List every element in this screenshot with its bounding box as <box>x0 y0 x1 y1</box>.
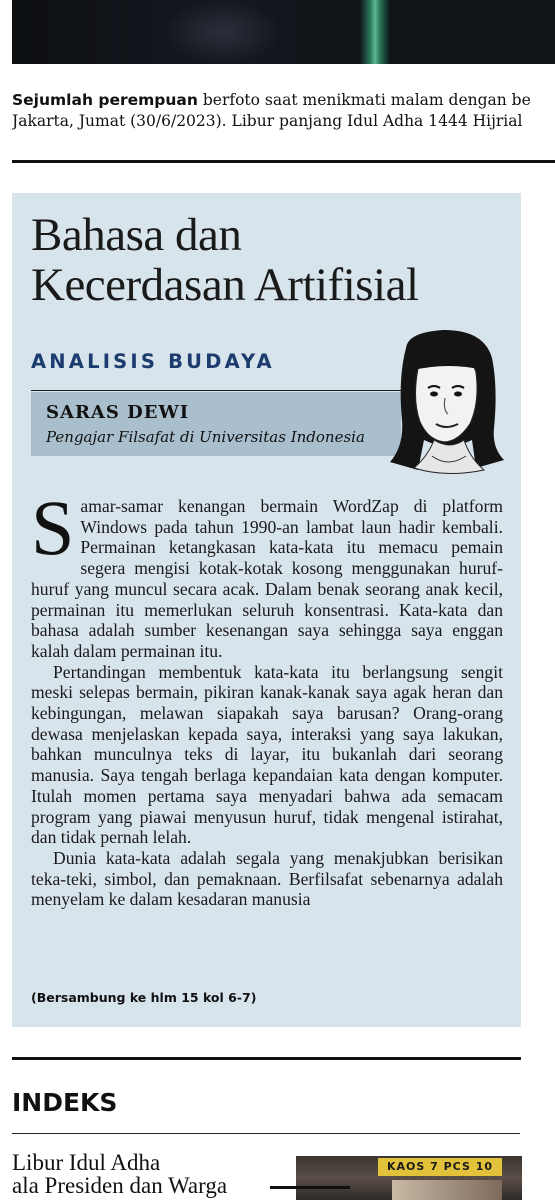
article-headline <box>31 210 511 310</box>
column-rubric: ANALISIS BUDAYA <box>31 350 275 373</box>
headline-line-2: Kecerdasan Artifisial <box>31 259 419 311</box>
photo-green-light <box>360 0 390 64</box>
photo-caption <box>12 90 555 132</box>
photo-stall <box>392 1180 502 1200</box>
photo-light-blur <box>162 0 282 64</box>
index-story-photo[interactable] <box>296 1156 522 1200</box>
article-body <box>31 484 503 910</box>
paragraph-3: Dunia kata-kata adalah segala yang menakjubkan berisikan teka-teki, simbol, dan pemaknaan. Berfilsafat sebenarnya adalah menyelam ke dalam kesadaran manusia <box>31 847 503 910</box>
index-story-line-1: Libur Idul Adha <box>12 1150 161 1175</box>
scroll-indicator[interactable] <box>270 1186 350 1189</box>
paragraph-1-text: amar-samar kenangan bermain WordZap di platform Windows pada tahun 1990-an lambat laun hadir kembali. Permainan ketangkasan kata-kata itu memacu pemain segera mengisi kotak-kotak kosong menggunakan huruf-huruf yang muncul secara acak. Dalam benak seorang anak kecil, permainan itu memerlukan seluruh konsentrasi. Kata-kata dan bahasa adalah sumber kesenangan saya sehingga saya enggan kalah dalam permainan itu. <box>31 496 503 661</box>
paragraph-2: Pertandingan membentuk kata-kata itu berlangsung sengit meski selepas bermain, pikiran kanak-kanak saya agak heran dan kebingungan, melawan siapakah saya barusan? Orang-orang dewasa menjelaskan kepada saya, interaksi yang saya lakukan, bahkan munculnya teks di layar, itu bukanlah dari seorang manusia. Saya tengah berlaga kepandaian kata dengan komputer. Itulah momen pertama saya menyadari bahwa ada semacam program yang piawai menyusun huruf, tidak mengenal istirahat, dan tidak pernah lelah. <box>31 661 503 848</box>
index-divider-thin <box>12 1133 520 1134</box>
index-heading: INDEKS <box>12 1088 118 1117</box>
index-story-link[interactable] <box>12 1151 302 1197</box>
author-portrait-illustration <box>388 328 506 478</box>
continued-note: (Bersambung ke hlm 15 kol 6-7) <box>31 990 257 1005</box>
headline-line-1: Bahasa dan <box>31 209 242 261</box>
author-role: Pengajar Filsafat di Universitas Indonesia <box>46 428 365 446</box>
paragraph-1 <box>31 484 503 662</box>
caption-line-1 <box>12 90 555 111</box>
dropcap-letter: S <box>31 484 75 571</box>
caption-text: berfoto saat menikmati malam dengan be <box>197 91 531 109</box>
author-divider <box>31 390 401 391</box>
caption-line-2: Jakarta, Jumat (30/6/2023). Libur panjang Idul Adha 1444 Hijrial <box>12 112 523 130</box>
index-divider-top <box>12 1057 521 1060</box>
section-divider-top <box>12 160 555 163</box>
author-name: SARAS DEWI <box>46 402 190 423</box>
photo-shop-sign: KAOS 7 PCS 10 <box>378 1158 502 1176</box>
index-story-line-2: ala Presiden dan Warga <box>12 1173 228 1198</box>
top-news-photo <box>12 0 555 64</box>
caption-lead: Sejumlah perempuan <box>12 91 198 109</box>
